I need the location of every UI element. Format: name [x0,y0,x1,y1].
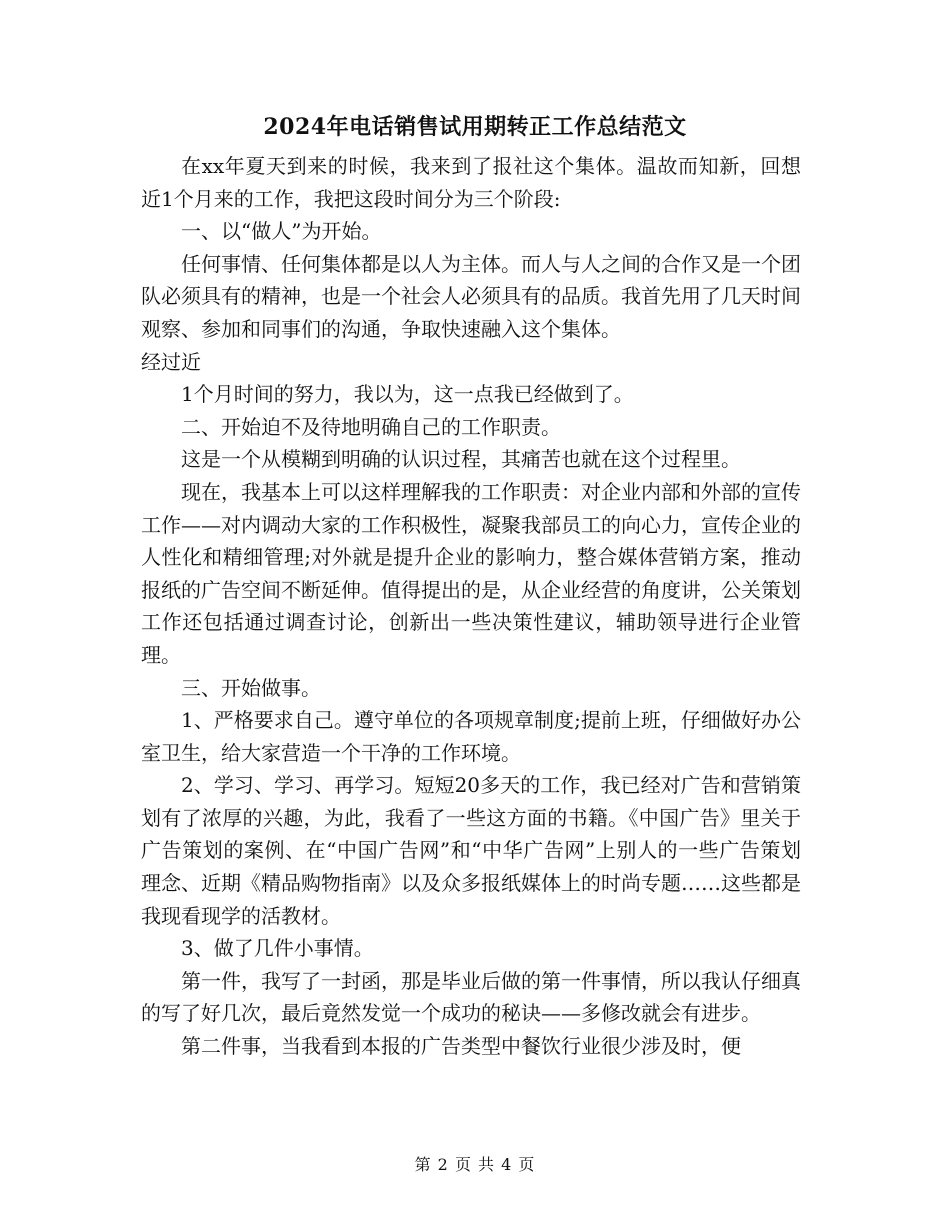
page-number-footer: 第 2 页 共 4 页 [414,1155,536,1174]
paragraph-section-2-body: 这是一个从模糊到明确的认识过程，其痛苦也就在这个过程里。 [181,447,741,472]
paragraph-section-2-duties: 现在，我基本上可以这样理解我的工作职责：对企业内部和外部的宣传工作——对内调动大家的工作积极性，凝聚我部员工的向心力，宣传企业的人性化和精细管理;对外就是提升企业的影响力，整合媒体营销方案，推动报纸的广告空间不断延伸。值得提出的是，从企业经营的角度讲，公关策划工作还包括通过调查讨论，创新出一些决策性建议，辅助领导进行企业管理。 [141,479,801,667]
paragraph-first-task: 第一件，我写了一封函，那是毕业后做的第一件事情，所以我认仔细真的写了好几次，最后竟然发觉一个成功的秘诀——多修改就会有进步。 [141,968,801,1026]
paragraph-second-task: 第二件事，当我看到本报的广告类型中餐饮行业很少涉及时，便 [181,1034,741,1059]
paragraph-section-1-continued: 经过近 [141,349,201,374]
paragraph-section-1-result: 1个月时间的努力，我以为，这一点我已经做到了。 [181,382,634,407]
paragraph-item-1: 1、严格要求自己。遵守单位的各项规章制度;提前上班，仔细做好办公室卫生，给大家营造一个干净的工作环境。 [141,708,801,765]
paragraph-section-1-body: 任何事情、任何集体都是以人为主体。而人与人之间的合作又是一个团队必须具有的精神，也是一个社会人必须具有的品质。我首先用了几天时间观察、参加和同事们的沟通，争取快速融入这个集体。 [141,251,801,341]
paragraph-intro: 在xx年夏天到来的时候，我来到了报社这个集体。温故而知新，回想近1个月来的工作，我把这段时间分为三个阶段: [141,154,801,211]
paragraph-section-3-heading: 三、开始做事。 [181,675,321,700]
paragraph-section-1-heading: 一、以“做人”为开始。 [181,219,382,244]
document-title: 2024年电话销售试用期转正工作总结范文 [263,114,687,140]
paragraph-item-2: 2、学习、学习、再学习。短短20多天的工作，我已经对广告和营销策划有了浓厚的兴趣，为此，我看了一些这方面的书籍。《中国广告》里关于广告策划的案例、在“中国广告网”和“中华广告网”上别人的一些广告策划理念、近期《精品购物指南》以及众多报纸媒体上的时尚专题……这些都是我现看现学的活教材。 [141,773,801,928]
paragraph-item-3: 3、做了几件小事情。 [181,936,374,961]
document-body [141,150,801,1063]
paragraph-section-2-heading: 二、开始迫不及待地明确自己的工作职责。 [181,414,561,439]
